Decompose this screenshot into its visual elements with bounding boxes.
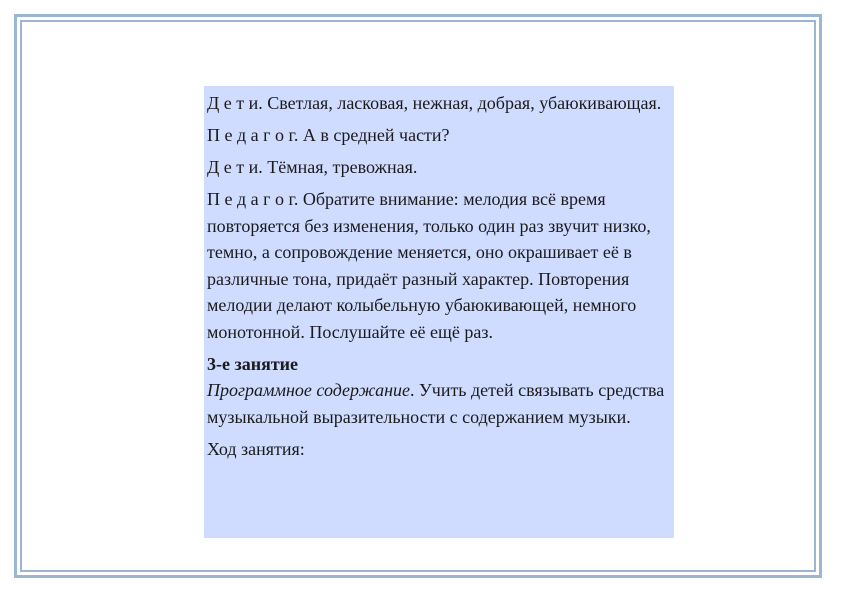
lesson-heading: 3-е занятие: [207, 353, 299, 374]
dialogue-paragraph-2: [207, 122, 670, 149]
dialogue-text: А в средней части?: [298, 125, 450, 145]
dialogue-paragraph-3: [207, 154, 670, 181]
lesson-progress: Ход занятия:: [207, 438, 305, 459]
dialogue-paragraph-1: [207, 90, 670, 117]
dialogue-text: Обратите внимание: мелодия всё время повторяется без изменения, только один раз звучит низко, темно, а сопровождение меняется, оно окрашивает её в различные тона, придаёт разный характер. Повторения мелодии делают колыбельную убаюкивающей, немного монотонной. Послушайте её ещё раз.: [207, 189, 651, 342]
speaker-children: Д е т и.: [207, 157, 263, 177]
speaker-teacher: П е д а г о г.: [207, 125, 299, 145]
program-label: Программное содержание: [207, 380, 411, 400]
dialogue-text: Тёмная, тревожная.: [262, 157, 418, 177]
program-paragraph: [207, 377, 670, 430]
text-block: [204, 86, 674, 538]
program-text: . Учить детей связывать средства музыкальной выразительности с содержанием музыки.: [207, 380, 665, 427]
dialogue-paragraph-4: [207, 186, 670, 345]
speaker-teacher: П е д а г о г.: [207, 189, 299, 209]
speaker-children: Д е т и.: [207, 93, 263, 113]
dialogue-text: Светлая, ласковая, нежная, добрая, убаюкивающая.: [262, 93, 662, 113]
